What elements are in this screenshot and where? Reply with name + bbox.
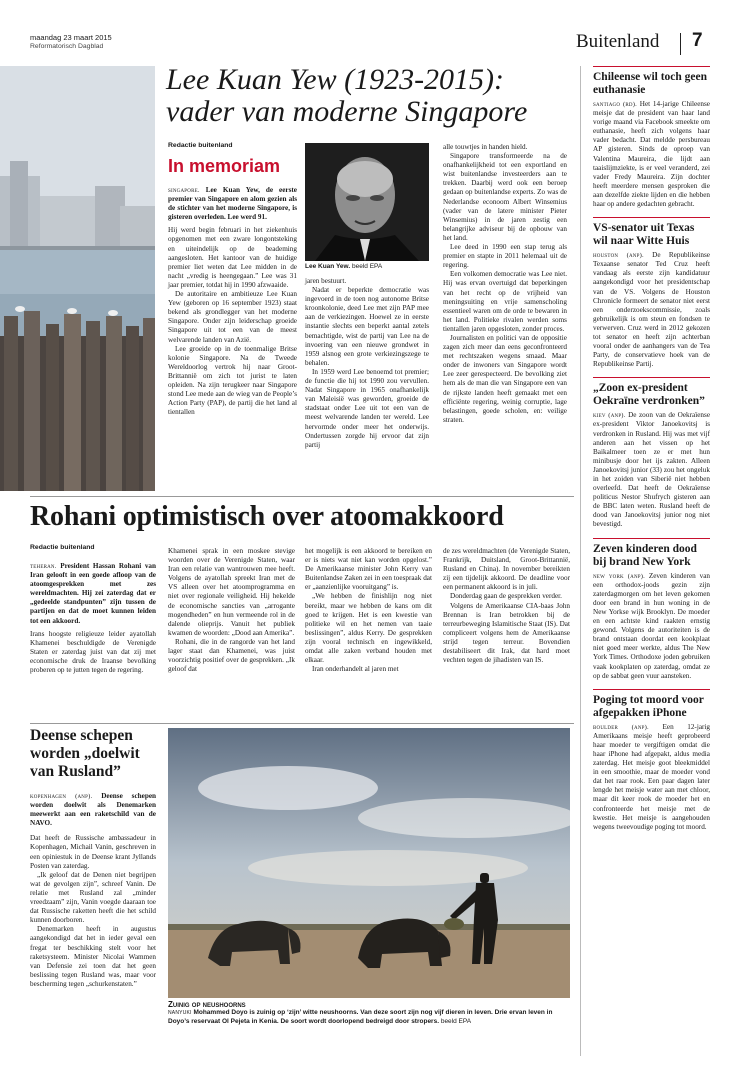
masthead-paper: Reformatorisch Dagblad: [30, 43, 104, 50]
brief-title: Chileense wil toch geen euthanasie: [593, 71, 708, 96]
deense-body: [30, 792, 156, 989]
rohani-headline: Rohani optimistisch over atoomakkoord: [30, 501, 504, 532]
lee-col1-para: Hij werd begin februari in het ziekenhuis opgenomen met een zware longontsteking en uiteindelijk op de beademing aangesloten. Het kantoor van de huidige premier liet weten dat Lee midden in de nacht „vredig is heengegaan.” Lee was 31 jaar premier, totdat hij in 1990 afzwaaide.: [168, 226, 297, 289]
rhino-photo: [168, 728, 570, 998]
deense-para: Denemarken heeft in augustus aangekondigd dat het in ieder geval een fregat ter beschikking stelt voor het raketsysteem. Minister Nicolai Wammen van Defensie zei toen dat het geen beslissing tegen Rusland was, maar voor bescherming tegen „schurkenstaten.”: [30, 925, 156, 988]
lee-photo-caption-text: Lee Kuan Yew.: [305, 263, 351, 270]
brief-text: Zeven kinderen van een orthodox-joods gezin zijn zaterdagmorgen om het leven gekomen door een brand in hun woning in de New Yorkse wijk Brooklyn. De moeder en een achtste kind raakten ernstig gewond. Volgens de autoriteiten is de brand ontstaan doordat een kookplaat niet goed meer werkte, aldus The New York Times. Orthodoxe joden gebruiken vaak kookplaten op zaterdag, omdat ze op de sabbat geen vuur aansteken.: [593, 571, 710, 680]
brief-text: Een 12-jarig Amerikaans meisje heeft geprobeerd haar moeder te vergiftigen omdat die haar iPhone had afgepakt, aldus media zaterdag. Het meisje goot bleekmiddel in een smoothie, maar de moeder vond dat het raar rook. Een paar dagen later lengde het meisje water aan met chloor, maar dit keer rook de moeder het en confronteerde het meisje met de kwestie. Het meisje is aangehouden wegens tweevoudige poging tot moord.: [593, 722, 710, 831]
rohani-col4-para: de zes wereldmachten (de Verenigde Staten, Frankrijk, Duitsland, Groot-Brittannië, Rusland en China). In november bereikten zij een tijdelijk akkoord. De deadline voor een permanent akkoord is in juli.: [443, 547, 570, 592]
brief-title: „Zoon ex-president Oekraïne verdronken”: [593, 382, 705, 408]
sidebar: [593, 66, 710, 832]
brief-dateline: houston (anp).: [593, 252, 644, 260]
lee-col3-para: alle touwtjes in handen hield.: [443, 143, 528, 151]
brief-item: [593, 217, 710, 369]
section-name: Buitenland: [576, 31, 660, 52]
brief-dateline: new york (anp).: [593, 572, 645, 580]
deense-headline: [30, 727, 160, 781]
lee-col3: [443, 143, 567, 425]
brief-dateline: kiev (anp).: [593, 412, 626, 420]
rohani-col2-para: Rohani, die in de rangorde van het land lager staat dan Khamenei, was juist voorzichtig positief over de gesprekken. „Ik geloof dat: [168, 637, 295, 674]
deense-para: Dat heeft de Russische ambassadeur in Kopenhagen, Michail Vanin, geschreven in een opiniestuk in de Deense krant Jyllands Posten van zaterdag.: [30, 834, 156, 870]
deense-dateline: kopenhagen (anp).: [30, 793, 93, 800]
deense-headline-line: Deense schepen: [30, 727, 133, 744]
harbor-photo: [0, 66, 155, 491]
rohani-byline: Redactie buitenland: [30, 544, 95, 551]
deense-headline-line: van Rusland”: [30, 763, 121, 780]
rhino-caption-text: Mohammed Doyo is zuinig op ‘zijn’ witte neushoorns. Van deze soort zijn nog vijf dieren in leven. Drie ervan leven in Doyo’s reservaat Ol Pejeta in Kenia. De soort wordt doorlopend bedreigd door stropers.: [168, 1009, 553, 1025]
brief-item: [593, 538, 710, 681]
brief-item: [593, 66, 710, 209]
sidebar-divider: [580, 66, 581, 1056]
rohani-col4: [443, 547, 570, 665]
rohani-col3-para: „We hebben de finishlijn nog niet bereikt, maar we hebben de kans om dit goed te krijgen. Het is een kwestie van politieke wil en het nemen van taaie beslissingen”, aldus Kerry. De gesprekken zijn vooral technisch en ingewikkeld, omdat alle zaken verband houden met elkaar.: [305, 592, 432, 665]
rohani-top-rule: [30, 496, 574, 497]
masthead-divider: [680, 33, 681, 55]
lee-col3-para: Lee deed in 1990 een stap terug als premier en stapte in 2011 helemaal uit de regering.: [443, 243, 567, 270]
rohani-col4-para: Donderdag gaan de gesprekken verder.: [450, 592, 562, 601]
rhino-caption-credit: beeld EPA: [440, 1017, 472, 1025]
lee-byline: Redactie buitenland: [168, 142, 233, 149]
lee-col2-para: In 1959 werd Lee benoemd tot premier; de functie die hij tot 1990 zou vervullen. Nadat Singapore in 1965 onafhankelijk van Maleisië was geworden, groeide de stadstaat onder Lee uit tot een van de meest welvarende landen ter wereld. Lee hervormde onder meer het onderwijs. Ondertussen zorgde hij ervoor dat zijn partij: [305, 367, 429, 449]
lee-headline-line2: vader van moderne Singapore: [166, 95, 528, 128]
lee-dateline: singapore.: [168, 187, 200, 194]
rohani-col1-para: Irans hoogste religieuze leider ayatollah Khamenei beschuldigde de Verenigde Staten er zaterdag juist van dat zij met economische druk de Iraanse bevolking proberen op te jutten tegen de regering.: [30, 629, 156, 675]
rohani-col2: [168, 547, 295, 674]
lee-col1-para: De autoritaire en ambitieuze Lee Kuan Yew (geboren op 16 september 1923) staat bekend als grondlegger van het moderne Singapore. Onder zijn leiderschap groeide Singapore uit tot een van de meest welvarende landen van Azië.: [168, 290, 297, 344]
brief-title: Zeven kinderen dood bij brand New York: [593, 542, 697, 568]
rhino-caption-dateline: nanyuki: [168, 1009, 192, 1017]
rohani-col3-para: Iran onderhandelt al jaren met: [312, 665, 399, 674]
rohani-dateline: teheran.: [30, 563, 57, 570]
lee-col2: [305, 277, 429, 450]
lee-portrait: [305, 143, 429, 261]
rohani-col1: [30, 562, 156, 675]
deense-top-rule: [30, 723, 574, 724]
lee-headline: [166, 64, 566, 128]
brief-dateline: santiago (rd).: [593, 101, 637, 108]
brief-text: De Republikeinse Texaanse senator Ted Cruz heeft vandaag als eerste zijn kandidatuur aangekondigd voor het presidentschap van de VS. Volgens de Houston Chronicle formeert de senator niet eerst een onderzoekscommissie, zoals gebruikelijk is om steun en fondsen te verwerven. Cruz werd in 2012 gekozen tot senator en heeft zijn achterban vooral onder de aanhangers van de Tea Party, de conservatieve hoek van de Republikeinse Partij.: [593, 251, 710, 369]
rohani-col3: [305, 547, 432, 674]
masthead-date: maandag 23 maart 2015: [30, 33, 112, 42]
deense-para: „Ik geloof dat de Denen niet begrijpen wat de gevolgen zijn”, schreef Vanin. De relatie met Rusland zal „minder vreedzaam” zijn, Vanin voegde daaraan toe dat Russische raketten heeft die het schild kunnen doorboren.: [30, 870, 156, 925]
brief-item: [593, 377, 710, 529]
brief-text: De zoon van de Oekraïense ex-president Viktor Janoekovitsj is verdronken in Rusland. Hij was met vijf anderen aan het vissen op het Baikalmeer toen ze er met hun minibusje door het ijs zakten. Alleen Janoekovitsj junior (33) zou het ongeluk in het zoiden van Siberië niet hebben overleefd. Dat heeft de Oekraïense politicus Nestor Shufrych gisteren aan de BBC laten weten. Rusland heeft de dood van Janoekovitsj junior nog niet bevestigd.: [593, 411, 711, 529]
lee-col3-para: Singapore transformeerde na de onafhankelijkheid tot een exportland en wist buitenlandse investeerders aan te trekken. Daarbij werd ook een beroep gedaan op buitenlandse experts. Zo was de Nederlandse econoom Albert Winsemius (vader van de latere minister Pieter Winsemius) in de jaren zestig een belangrijke adviseur bij de opbouw van het land.: [443, 152, 567, 242]
lee-col2-para: Nadat er beperkte democratie was ingevoerd in de toen nog autonome Britse kroonkolonie, deed Lee met zijn PAP mee aan de verkiezingen. Hoewel ze in eerste instantie slechts een beperkt aantal zetels bemachtigde, wist de partij van Lee na de invoering van een nieuwe grondwet in 1959 alsnog een grote verkiezingszege te behalen.: [305, 286, 429, 367]
lee-photo-caption: [305, 263, 429, 271]
lee-photo-credit: beeld EPA: [351, 263, 383, 270]
lee-col3-para: Journalisten en politici van de oppositie zagen zich meer dan eens geconfronteerd met rechtszaken wegens smaad. Maar onder de inwoners van Singapore wordt Lee zeer gerespecteerd. De bevolking ziet hem als de man die van Singapore een van de rijkste landen heeft gemaakt met een efficiënte regering, weinig corruptie, lage belastingen, goede scholen, en: veilige straten.: [443, 333, 567, 424]
deense-headline-line: worden „doelwit: [30, 745, 140, 762]
deense-lead: Deense schepen worden doelwit als Denemarken meewerkt aan een raketschild van de NAVO.: [30, 792, 157, 828]
lee-col1: [168, 186, 297, 417]
brief-text: Het 14-jarige Chileense meisje dat de president van haar land vorige maand via Facebook smeekte om euthanasie, heeft zich volgens haar vader bedacht. Dat meldde persbureau AP gisteren. Sinds de oproep van Valentina Maureira, die lijdt aan taaislijmziekte, is er veel veranderd, zei vader Fredy Maureira. Zijn dochter heeft meerdere mensen gesproken die aan dezelfde ziekte lijden en die hebben haar op andere gedachten gebracht.: [593, 100, 710, 209]
brief-dateline: boulder (anp).: [593, 723, 649, 731]
lee-col3-para: Een volkomen democratie was Lee niet. Hij was ervan overtuigd dat beperkingen van het recht op de vrijheid van meningsuiting en vrije samenscholing essentieel waren om de orde te bewaren in het land. Politieke rivalen werden soms tientallen jaren opgesloten, zonder proces.: [443, 270, 567, 333]
lee-lead: Lee Kuan Yew, de eerste premier van Singapore en alom gezien als de stichter van het moderne Singapore, is gisteren overleden. Lee werd 91.: [168, 186, 298, 222]
lee-kicker: In memoriam: [168, 156, 281, 176]
page-number: 7: [692, 30, 703, 51]
brief-item: [593, 689, 710, 832]
brief-title: VS-senator uit Texas wil naar Witte Huis: [593, 222, 695, 248]
rhino-caption: [168, 1001, 570, 1026]
rohani-col2-para: Khamenei sprak in een moskee stevige woorden over de Verenigde Staten, waar Iran een relatie van wantrouwen mee heeft. Volgens de ayatollah spreekt Iran met de VS alleen over het atoomprogramma en niet over regionale veiligheid. Hij hekelde de economische sancties van „arrogante mogendheden” en hun vermeende rol in de dalende olieprijs. Vanuit het publiek kwamen de woorden: „Dood aan Amerika”.: [168, 547, 295, 637]
lee-headline-line1: Lee Kuan Yew (1923-2015):: [166, 63, 505, 96]
rohani-col4-para: Volgens de Amerikaanse CIA-baas John Brennan is Iran betrokken bij de terreurbeweging Islamitische Staat (IS). Dat compliceert volgens hem de Amerikaanse strijd tegen terreur. Bovendien destabiliseert dit Irak, dat hard moet vechten tegen de jihadisten van IS.: [443, 601, 570, 665]
lee-col1-para: Lee groeide op in de toenmalige Britse kolonie Singapore. Na de Tweede Wereldoorlog vertrok hij naar Groot-Brittannië om zich tot jurist te laten opleiden. Na zijn terugkeer naar Singapore stond Lee mede aan de wieg van de People’s Action Party (PAP), de partij die het land al tientallen: [168, 344, 297, 417]
rhino-caption-title: Zuinig op neushoorns: [168, 1000, 246, 1009]
rohani-lead: President Hassan Rohani van Iran gelooft in een goede afloop van de atoomgesprekken met zes wereldmachten. Hij zei zaterdag dat er „gedeelde standpunten” zijn tussen de partijen en dat de moet kunnen leiden tot een akkoord.: [30, 562, 157, 625]
brief-title: Poging tot moord voor afgepakken iPhone: [593, 693, 704, 719]
rhino-caption-body: [168, 1009, 570, 1026]
lee-col2-para: jaren bestuurt.: [305, 277, 347, 285]
rohani-col3-para: het mogelijk is een akkoord te bereiken en er is niets wat niet kan worden opgelost.” De Amerikaanse minister John Kerry van Buitenlandse Zaken zei in een toespraak dat er „aanzienlijke vooruitgang” is.: [305, 547, 432, 592]
masthead: [30, 30, 710, 63]
